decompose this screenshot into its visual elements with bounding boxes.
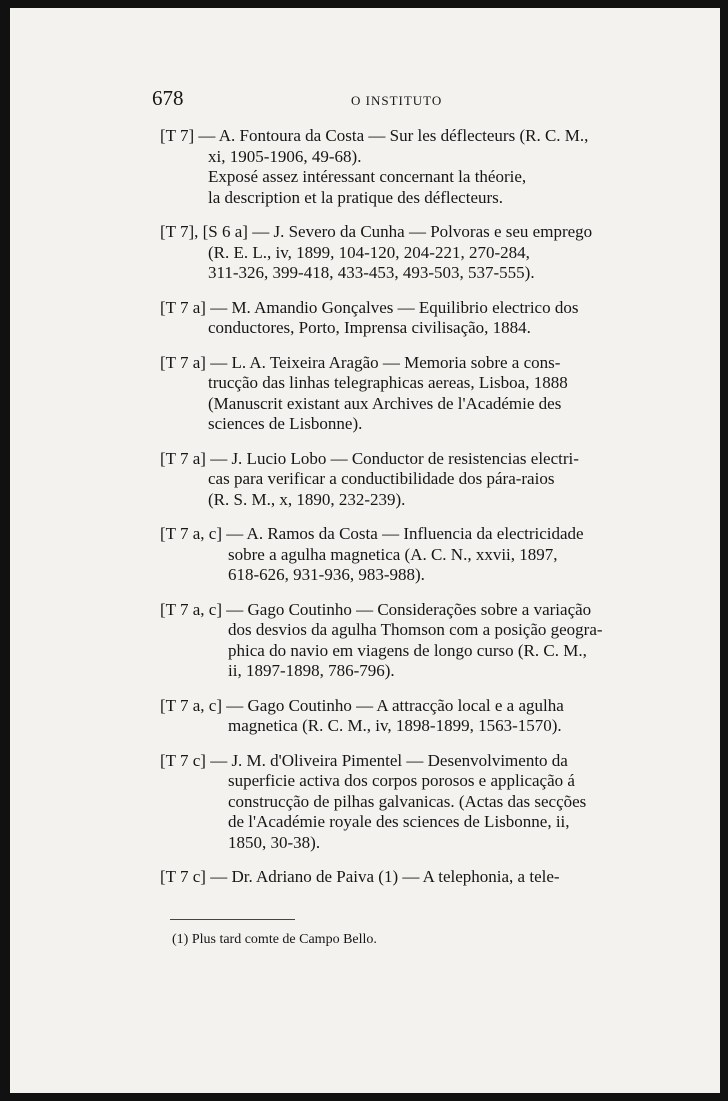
entry-line: [T 7 c] — J. M. d'Oliveira Pimentel — Desenvolvimento da [160, 750, 568, 770]
bibliography-entry [160, 696, 650, 737]
entry-line: sciences de Lisbonne). [208, 414, 363, 433]
bibliography-entry [160, 353, 650, 435]
page-number: 678 [152, 86, 184, 110]
entry-line: [T 7 a] — L. A. Teixeira Aragão — Memoria sobre a cons- [160, 352, 561, 372]
entry-line: 1850, 30-38). [228, 832, 321, 852]
entry-line: [T 7 a, c] — Gago Coutinho — A attracção local e a agulha [160, 695, 564, 715]
entry-line: [T 7 a] — M. Amandio Gonçalves — Equilibrio electrico dos [160, 297, 579, 317]
entry-line: de l'Académie royale des sciences de Lisbonne, ii, [228, 812, 570, 831]
bibliography-list [160, 126, 650, 902]
bibliography-entry [160, 449, 650, 511]
entry-line: xi, 1905-1906, 49-68). [208, 146, 362, 166]
bibliography-entry [160, 524, 650, 586]
entry-line: 618-626, 931-936, 983-988). [228, 565, 425, 584]
entry-line: [T 7] — A. Fontoura da Costa — Sur les déflecteurs (R. C. M., [160, 126, 589, 145]
entry-line: phica do navio em viagens de longo curso (R. C. M., [228, 640, 587, 660]
entry-line: (R. E. L., iv, 1899, 104-120, 204-221, 270-284, [208, 242, 530, 262]
entry-line: superficie activa dos corpos porosos e applicação á [228, 771, 575, 790]
entry-line: sobre a agulha magnetica (A. C. N., xxvii, 1897, [228, 544, 558, 564]
entry-line: cas para verificar a conductibilidade dos pára-raios [208, 469, 555, 488]
entry-line: construcção de pilhas galvanicas. (Actas das secções [228, 791, 587, 811]
book-page [10, 8, 720, 1093]
footnote-divider [170, 919, 295, 920]
page-header [10, 86, 720, 116]
entry-line: ii, 1897-1898, 786-796). [228, 661, 395, 680]
bibliography-entry [160, 867, 650, 888]
bibliography-entry [160, 126, 650, 208]
entry-line: [T 7 c] — Dr. Adriano de Paiva (1) — A telephonia, a tele- [160, 867, 560, 886]
entry-line: Exposé assez intéressant concernant la théorie, [208, 167, 527, 186]
entry-line: la description et la pratique des déflecteurs. [208, 187, 504, 207]
entry-line: (Manuscrit existant aux Archives de l'Académie des [208, 393, 562, 413]
entry-line: dos desvios da agulha Thomson com a posição geogra- [228, 620, 603, 639]
entry-line: conductores, Porto, Imprensa civilisação, 1884. [208, 318, 531, 337]
entry-line: trucção das linhas telegraphicas aereas, Lisboa, 1888 [208, 373, 568, 392]
entry-line: magnetica (R. C. M., iv, 1898-1899, 1563-1570). [228, 716, 562, 735]
entry-line: (R. S. M., x, 1890, 232-239). [208, 489, 406, 509]
bibliography-entry [160, 751, 650, 854]
entry-line: 311-326, 399-418, 433-453, 493-503, 537-555). [208, 263, 535, 282]
bibliography-entry [160, 222, 650, 284]
entry-line: [T 7], [S 6 a] — J. Severo da Cunha — Polvoras e seu emprego [160, 222, 593, 241]
running-title: O INSTITUTO [351, 93, 443, 108]
entry-line: [T 7 a, c] — A. Ramos da Costa — Influencia da electricidade [160, 524, 584, 543]
entry-line: [T 7 a, c] — Gago Coutinho — Considerações sobre a variação [160, 599, 592, 619]
footnote: (1) Plus tard comte de Campo Bello. [172, 932, 377, 947]
bibliography-entry [160, 298, 650, 339]
bibliography-entry [160, 600, 650, 682]
entry-line: [T 7 a] — J. Lucio Lobo — Conductor de resistencias electri- [160, 448, 579, 468]
